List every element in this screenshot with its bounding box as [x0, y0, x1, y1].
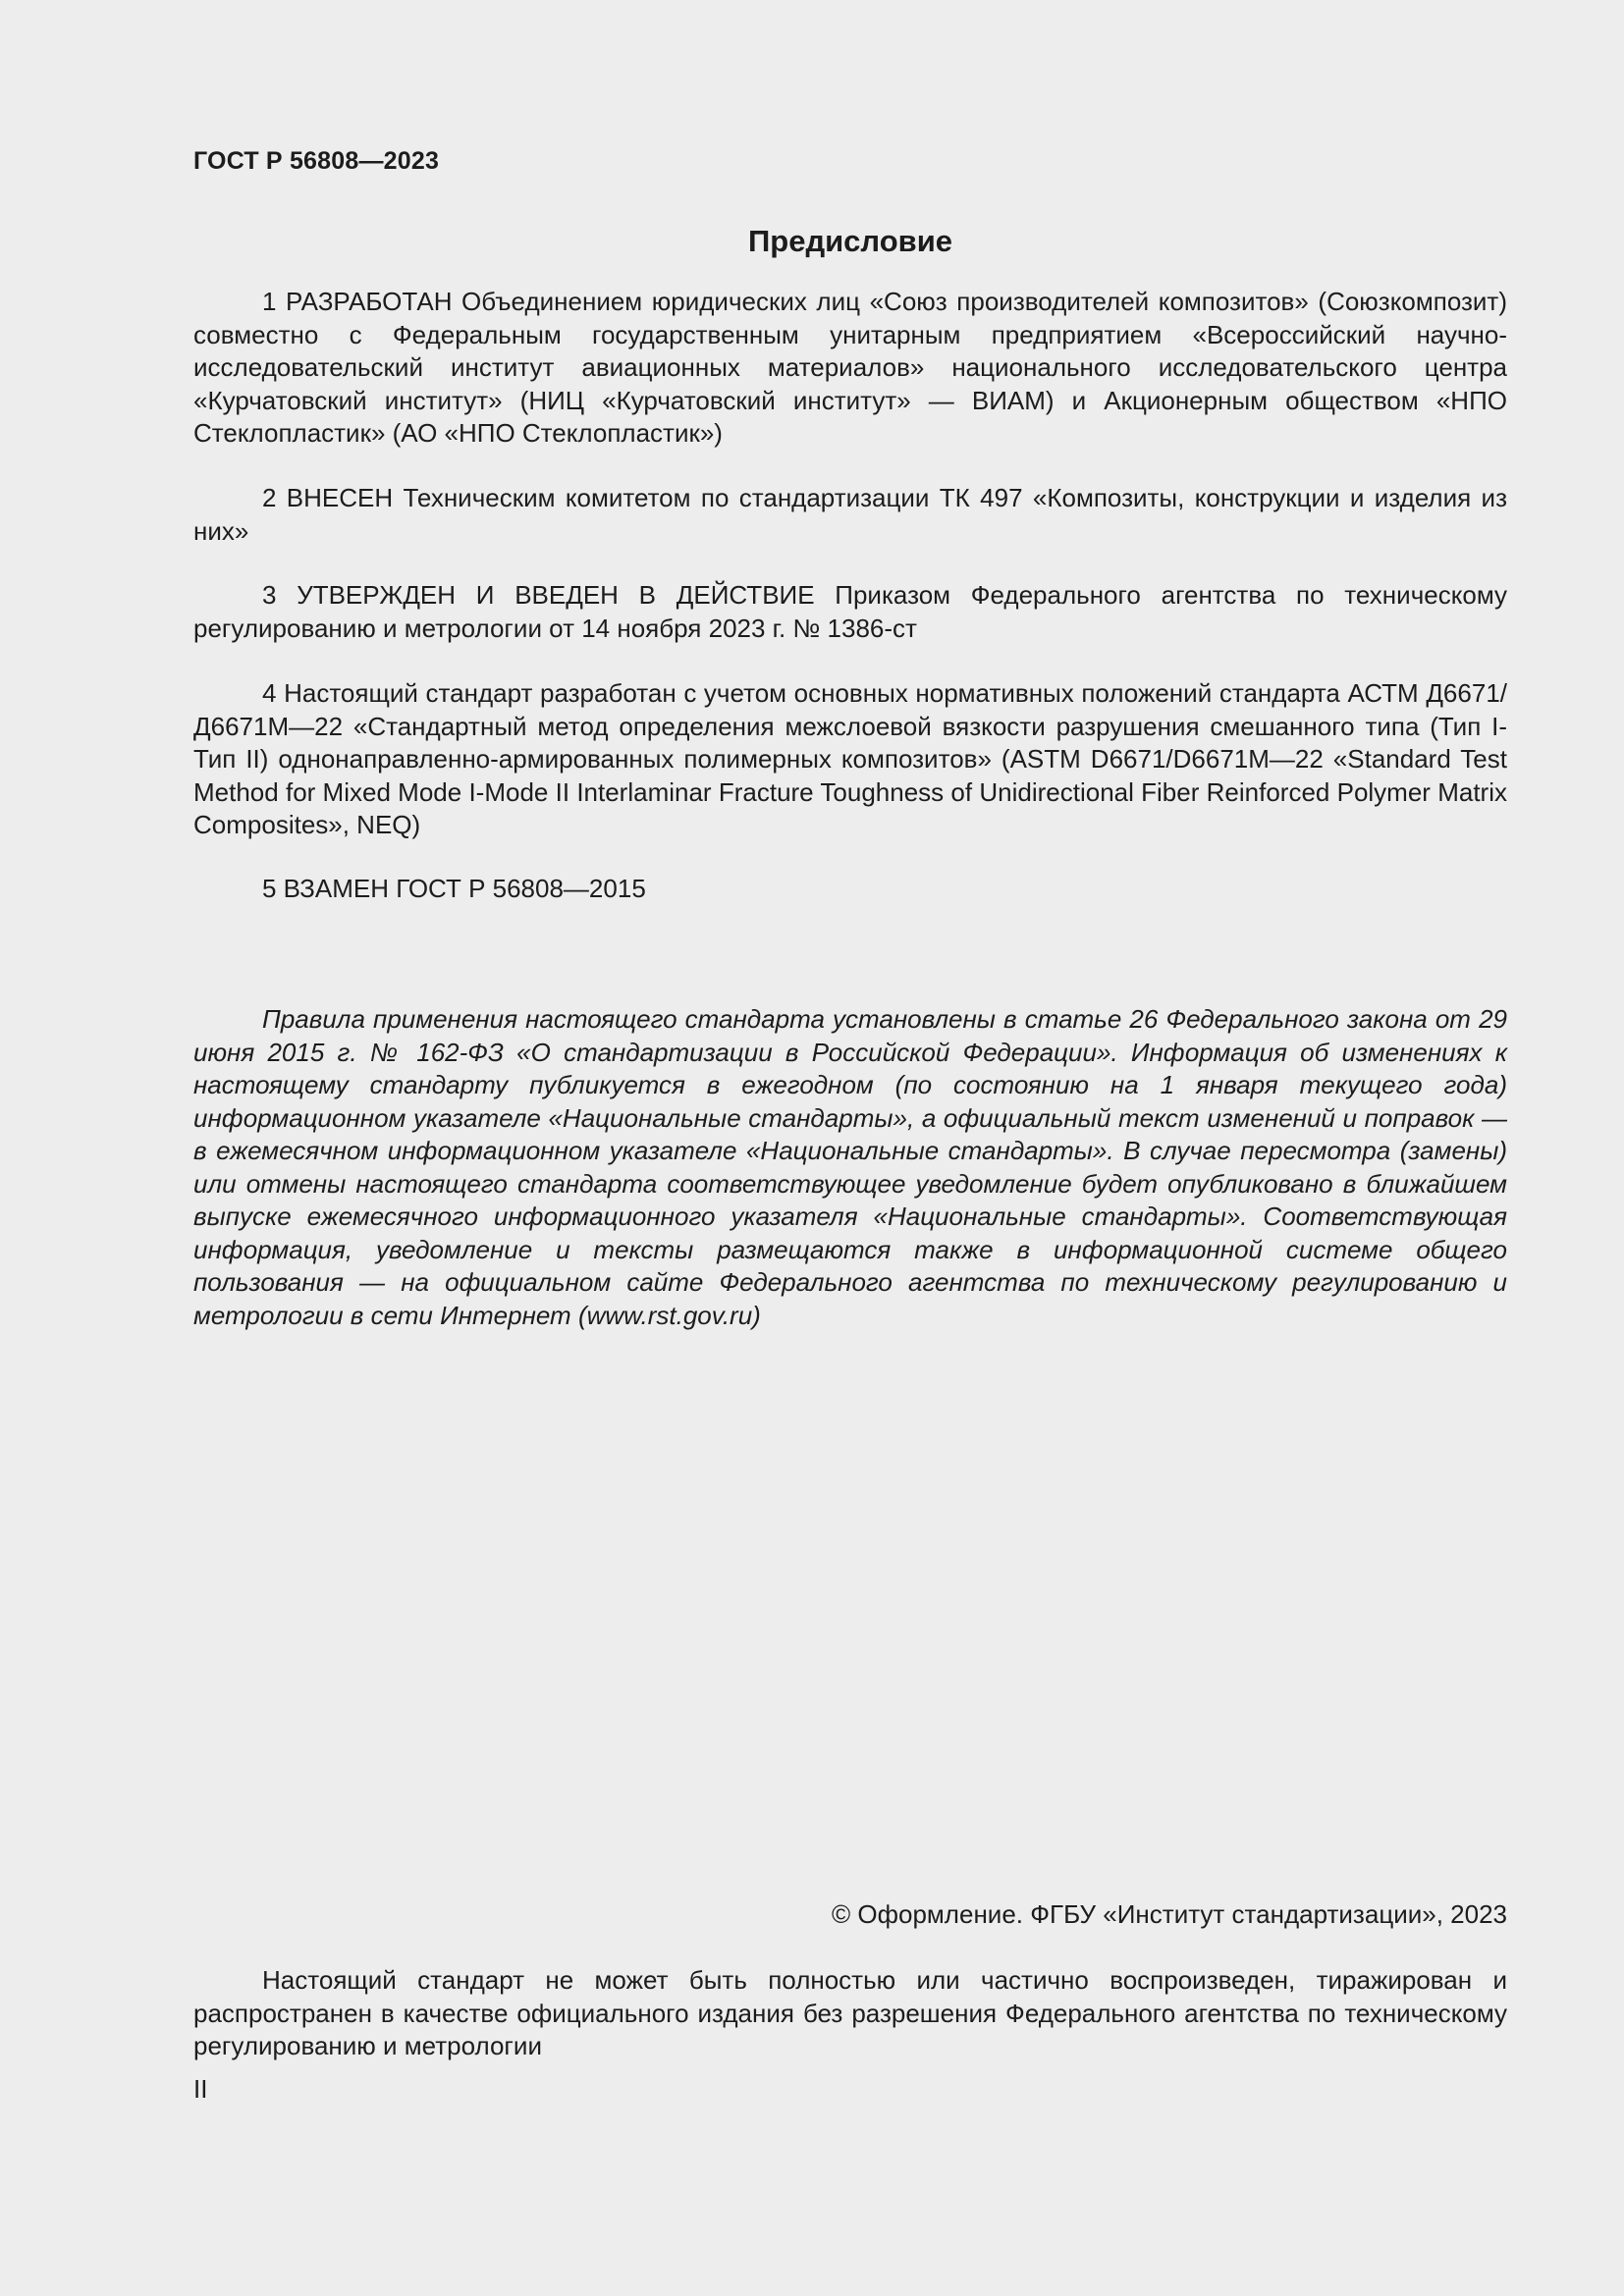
- preface-item-4: 4 Настоящий стандарт разработан с учетом основных нормативных положений стандарта АСТМ Д6671/Д6671М—22 «Стандартный метод определения межслоевой вязкости разрушения смешанного типа (Тип I-Тип II) однонаправленно-армированных полимерных композитов» (ASTM D6671/D6671M—22 «Standard Test Method for Mixed Mode I-Mode II Interlaminar Fracture Toughness of Unidirectional Fiber Reinforced Polymer Matrix Composites», NEQ): [193, 678, 1507, 839]
- reproduction-notice: Настоящий стандарт не может быть полностью или частично воспроизведен, тиражирован и распространен в качестве официального издания без разрешения Федерального агентства по техническому регулированию и метрологии: [193, 1965, 1507, 2060]
- preface-title: Предисловие: [747, 224, 952, 258]
- preface-item-2: 2 ВНЕСЕН Техническим комитетом по стандартизации ТК 497 «Композиты, конструкции и изделия из них»: [193, 483, 1507, 546]
- preface-item-5: 5 ВЗАМЕН ГОСТ Р 56808—2015: [262, 874, 646, 903]
- document-id-header: ГОСТ Р 56808—2023: [193, 147, 440, 175]
- page-number: II: [193, 2074, 208, 2104]
- copyright-line: © Оформление. ФГБУ «Институт стандартизации», 2023: [832, 1899, 1507, 1929]
- preface-item-1: 1 РАЗРАБОТАН Объединением юридических лиц «Союз производителей композитов» (Союзкомпозит) совместно с Федеральным государственным унитарным предприятием «Всероссийский научно-исследовательский институт авиационных материалов» национального исследовательского центра «Курчатовский институт» (НИЦ «Курчатовский институт» — ВИАМ) и Акционерным обществом «НПО Стеклопластик» (АО «НПО Стеклопластик»): [193, 287, 1507, 448]
- rules-notice: Правила применения настоящего стандарта установлены в статье 26 Федерального закона от 29 июня 2015 г. № 162-ФЗ «О стандартизации в Российской Федерации». Информация об изменениях к настоящему стандарту публикуется в ежегодном (по состоянию на 1 января текущего года) информационном указателе «Национальные стандарты», а официальный текст изменений и поправок — в ежемесячном информационном указателе «Национальные стандарты». В случае пересмотра (замены) или отмены настоящего стандарта соответствующее уведомление будет опубликовано в ближайшем выпуске ежемесячного информационного указателя «Национальные стандарты». Соответствующая информация, уведомление и тексты размещаются также в информационной системе общего пользования — на официальном сайте Федерального агентства по техническому регулированию и метрологии в сети Интернет (www.rst.gov.ru): [193, 1004, 1507, 1330]
- preface-item-3: 3 УТВЕРЖДЕН И ВВЕДЕН В ДЕЙСТВИЕ Приказом Федерального агентства по техническому регулированию и метрологии от 14 ноября 2023 г. № 1386-ст: [193, 580, 1507, 643]
